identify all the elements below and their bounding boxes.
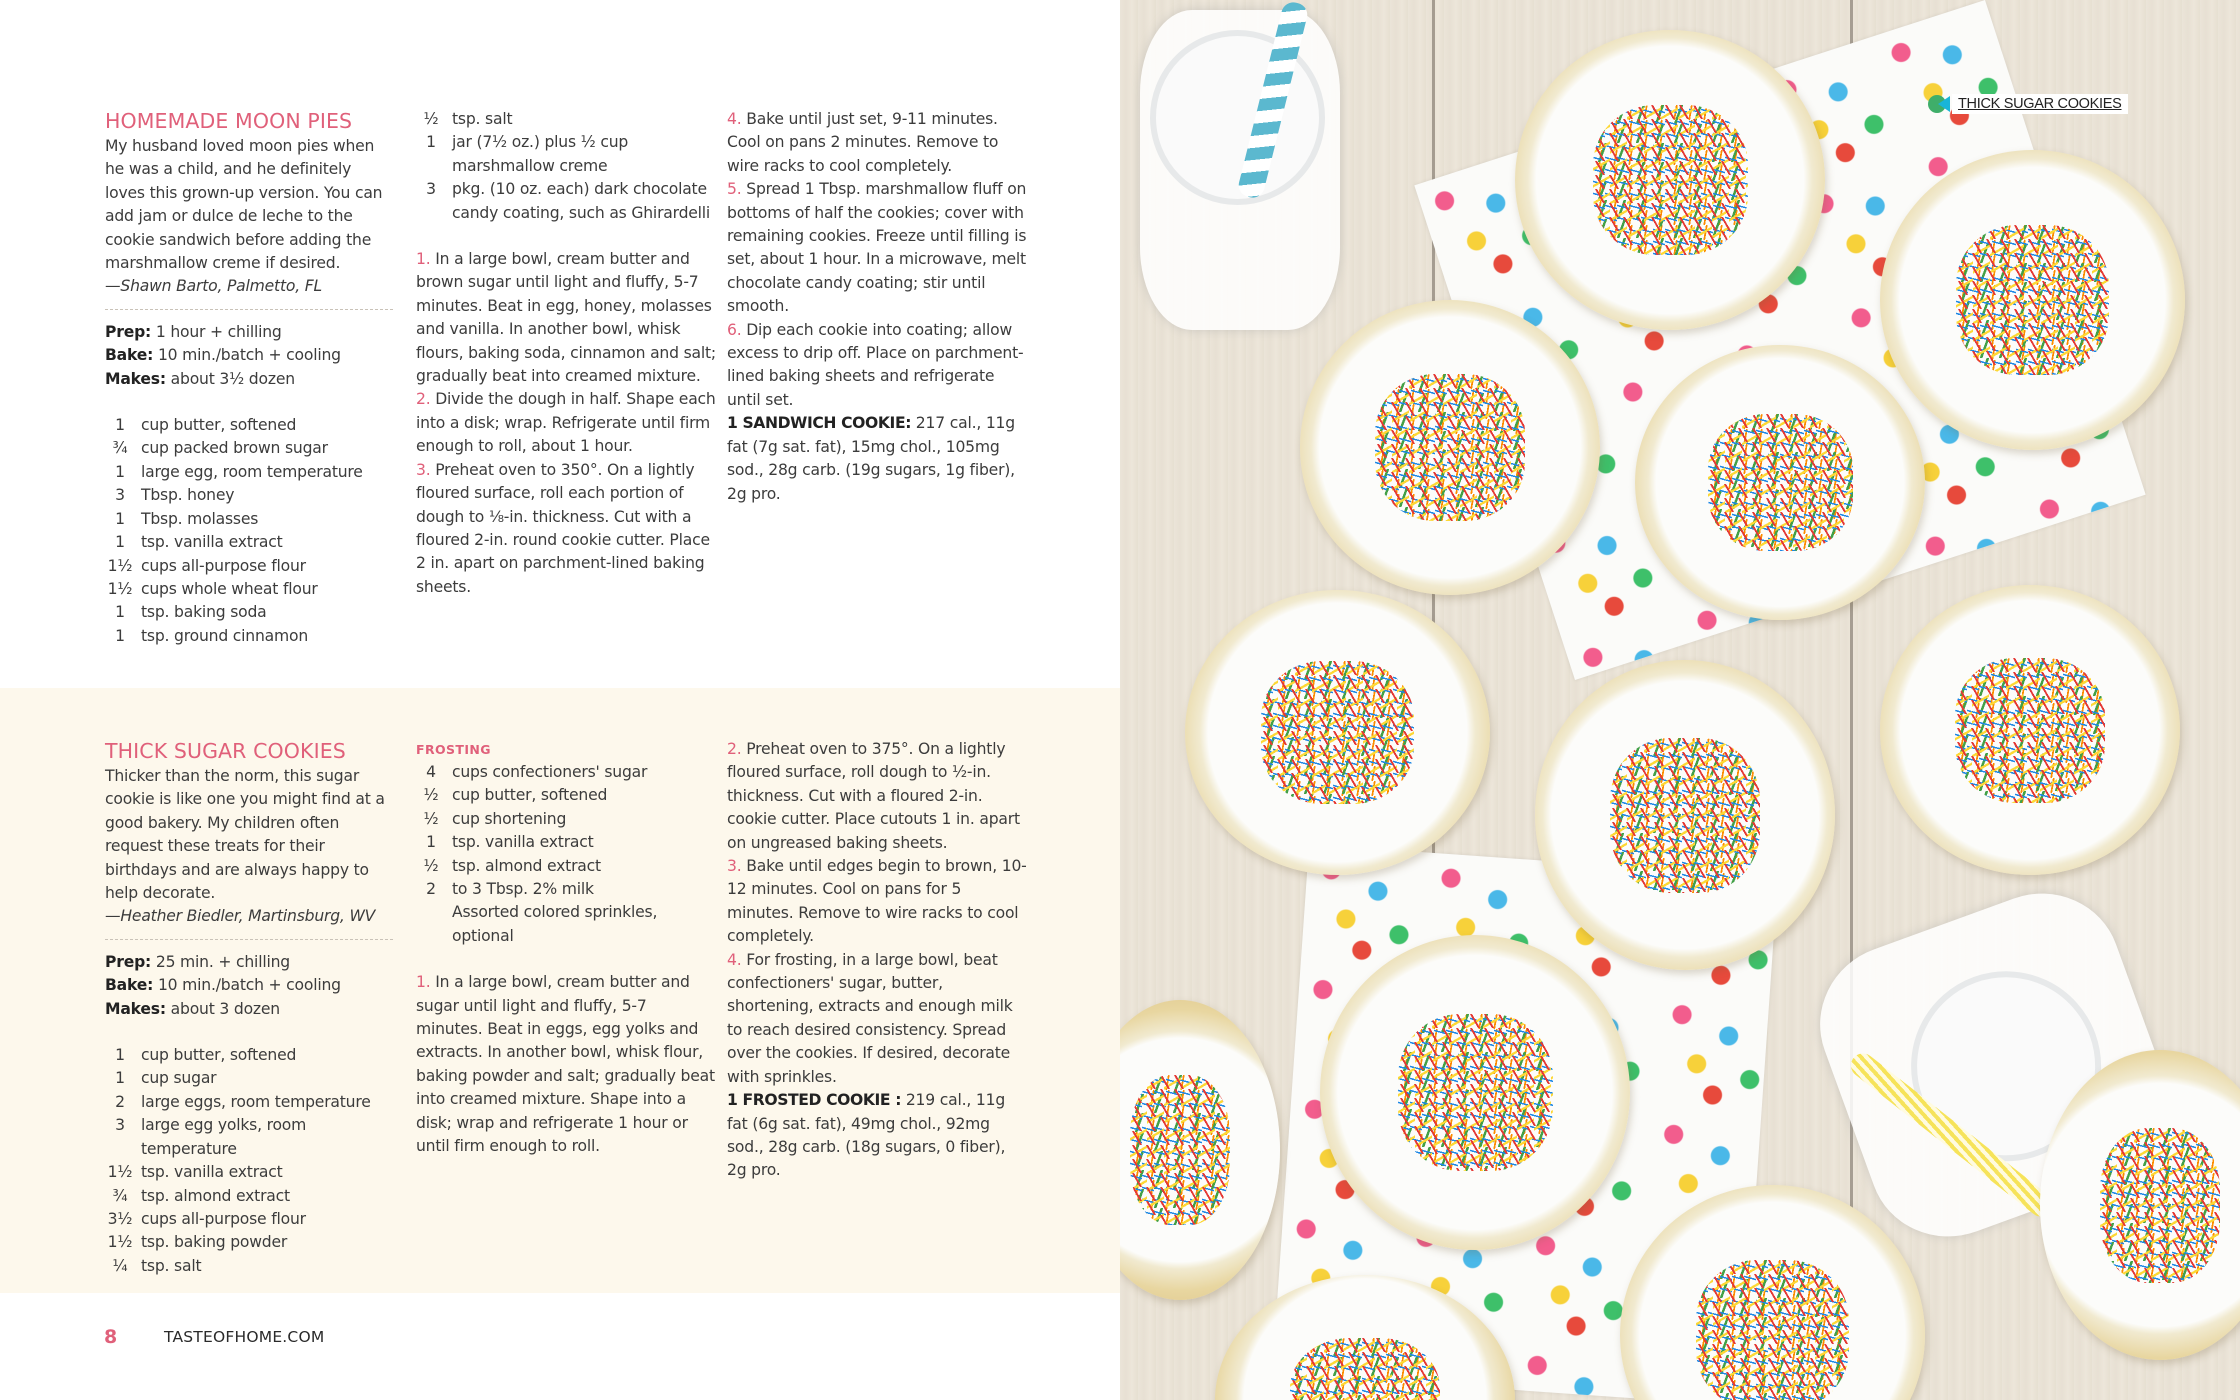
direction-step: 5. Spread 1 Tbsp. marshmallow fluff on bottoms of half the cookies; cover with remaining cookies. Freeze until filling is set, about 1 hour. In a microwave, melt chocolate candy coating; stir until smooth.: [727, 180, 1027, 316]
recipe-column-2: [416, 738, 716, 1159]
ingredient: 4 cups confectioners' sugar: [426, 763, 648, 781]
sugar-cookies-photo: [1120, 0, 2240, 1400]
ingredient-list: [105, 414, 395, 648]
photo-caption-tag: [1928, 94, 2128, 114]
frosted-cookie: [1185, 590, 1490, 875]
frosted-cookie: [1300, 300, 1600, 595]
tag-pointer-icon: [1928, 94, 1948, 114]
frosting-heading: FROSTING: [416, 742, 491, 757]
frosted-cookie: [1120, 1000, 1280, 1300]
recipe-byline: —Shawn Barto, Palmetto, FL: [105, 277, 322, 296]
ingredient: ½ tsp. salt: [423, 110, 513, 128]
ingredient: 2 to 3 Tbsp. 2% milk: [426, 880, 594, 899]
direction-step: 3. Bake until edges begin to brown, 10-12 minutes. Cool on pans for 5 minutes. Remove to wire racks to cool completely.: [727, 857, 1027, 946]
ingredient: Assorted colored sprinkles, optional: [452, 903, 658, 945]
direction-step: 4. Bake until just set, 9-11 minutes. Cool on pans 2 minutes. Remove to wire racks to cool completely.: [727, 110, 999, 175]
ingredient: 3 Tbsp. honey: [115, 486, 235, 505]
recipe-column-3: [727, 108, 1027, 506]
ingredient: 1½ tsp. baking powder: [107, 1233, 288, 1252]
ingredient: 1½ cups all-purpose flour: [107, 556, 306, 575]
ingredient: 1 tsp. ground cinnamon: [115, 626, 309, 645]
jar-rim: [1150, 30, 1325, 205]
bake-time: Bake: 10 min./batch + cooling: [105, 976, 341, 995]
dashed-divider: [105, 939, 393, 940]
ingredient: 1 tsp. vanilla extract: [115, 533, 283, 552]
ingredient: ¾ cup packed brown sugar: [112, 439, 328, 458]
recipe-intro: Thicker than the norm, this sugar cookie is like one you might find at a good bakery. My children often request these treats for their birthdays and are always happy to help decorate.: [105, 767, 385, 903]
frosted-cookie: [1880, 150, 2185, 450]
ingredient: 3 large egg yolks, room temperature: [115, 1116, 307, 1158]
yield: Makes: about 3½ dozen: [105, 369, 295, 388]
directions-continued: [727, 738, 1027, 1183]
prep-time: Prep: 1 hour + chilling: [105, 322, 282, 341]
frosting-ingredient-list: [416, 761, 716, 948]
site-url: TASTEOFHOME.COM: [164, 1328, 325, 1346]
recipe-byline: —Heather Biedler, Martinsburg, WV: [105, 907, 376, 926]
directions: [416, 971, 716, 1158]
ingredient: ½ cup butter, softened: [423, 786, 608, 805]
recipe-title: HOMEMADE MOON PIES: [105, 109, 353, 133]
direction-step: 1. In a large bowl, cream butter and brown sugar until light and fluffy, 5-7 minutes. Beat in egg, honey, molasses and vanilla. In another bowl, whisk flours, baking soda, cinnamon and salt; gradually beat into creamed mixture.: [416, 250, 716, 386]
ingredient: 1 cup butter, softened: [115, 416, 297, 435]
frosted-cookie: [1320, 935, 1630, 1250]
direction-step: 1. In a large bowl, cream butter and sugar until light and fluffy, 5-7 minutes. Beat in eggs, egg yolks and extracts. In another bowl, whisk flour, baking powder and salt; gradually beat into creamed mixture. Shape into a disk; wrap and refrigerate 1 hour or until firm enough to roll.: [416, 973, 715, 1156]
frosted-cookie: [1635, 345, 1925, 620]
recipe-column-3: [727, 738, 1027, 1183]
ingredient: ½ cup shortening: [423, 809, 567, 828]
frosted-cookie: [1515, 30, 1825, 330]
ingredient: 1 Tbsp. molasses: [115, 509, 259, 528]
ingredient: 1½ tsp. vanilla extract: [107, 1163, 283, 1182]
ingredient: 2 large eggs, room temperature: [115, 1092, 371, 1111]
prep-time: Prep: 25 min. + chilling: [105, 952, 290, 971]
recipe-column-1: [105, 108, 395, 648]
ingredient: 3½ cups all-purpose flour: [107, 1209, 306, 1228]
frosted-cookie: [1880, 585, 2180, 875]
direction-step: 2. Preheat oven to 375°. On a lightly floured surface, roll dough to ½-in. thickness. Cut with a floured 2-in. cookie cutter. Place cutouts 1 in. apart on ungreased baking sheets.: [727, 740, 1020, 852]
ingredient: 1½ cups whole wheat flour: [107, 579, 318, 598]
ingredient: 1 cup butter, softened: [115, 1046, 297, 1065]
direction-step: 2. Divide the dough in half. Shape each into a disk; wrap. Refrigerate until firm enough to roll, about 1 hour.: [416, 390, 716, 456]
page-number: 8: [104, 1326, 118, 1348]
recipe-intro: My husband loved moon pies when he was a child, and he definitely loves this grown-up version. You can add jam or dulce de leche to the cookie sandwich before adding the marshmallow creme if desired.: [105, 137, 383, 273]
recipe-title: THICK SUGAR COOKIES: [105, 739, 346, 763]
ingredient: 1 jar (7½ oz.) plus ½ cup marshmallow creme: [426, 133, 629, 175]
recipe-column-1: [105, 738, 395, 1278]
ingredient: 1 tsp. baking soda: [115, 603, 267, 622]
nutrition-facts: 1 FROSTED COOKIE : 219 cal., 11g fat (6g sat. fat), 49mg chol., 92mg sod., 28g carb. (18g sugars, 0 fiber), 2g pro.: [727, 1091, 1006, 1180]
ingredient: 1 large egg, room temperature: [115, 462, 363, 481]
dashed-divider: [105, 309, 393, 310]
page-footer: [104, 1322, 324, 1352]
ingredient: ¼ tsp. salt: [112, 1256, 202, 1275]
milk-jar: [1140, 10, 1340, 330]
bake-time: Bake: 10 min./batch + cooling: [105, 346, 341, 365]
direction-step: 4. For frosting, in a large bowl, beat confectioners' sugar, butter, shortening, extracts and enough milk to reach desired consistency. Spread over the cookies. If desired, decorate with sprinkles.: [727, 950, 1013, 1086]
direction-step: 6. Dip each cookie into coating; allow excess to drip off. Place on parchment-lined baking sheets and refrigerate until set.: [727, 320, 1024, 409]
ingredient: 3 pkg. (10 oz. each) dark chocolate candy coating, such as Ghirardelli: [426, 180, 711, 222]
ingredient: 1 cup sugar: [115, 1069, 217, 1088]
direction-step: 3. Preheat oven to 350°. On a lightly floured surface, roll each portion of dough to ⅛-in. thickness. Cut with a floured 2-in. round cookie cutter. Place 2 in. apart on parchment-lined baking sheets.: [416, 460, 710, 596]
recipe-column-2: [416, 108, 716, 599]
ingredient: ¾ tsp. almond extract: [112, 1186, 290, 1205]
photo-caption: THICK SUGAR COOKIES: [1952, 94, 2128, 114]
ingredient: 1 tsp. vanilla extract: [426, 833, 594, 852]
yield: Makes: about 3 dozen: [105, 999, 280, 1018]
directions: [416, 248, 716, 599]
directions-continued: [727, 108, 1027, 506]
ingredient: ½ tsp. almond extract: [423, 856, 601, 875]
nutrition-facts: 1 SANDWICH COOKIE: 217 cal., 11g fat (7g sat. fat), 15mg chol., 105mg sod., 28g carb. (19g sugars, 1g fiber), 2g pro.: [727, 414, 1015, 503]
ingredient-list: [105, 1044, 395, 1278]
ingredient-list-continued: [416, 108, 716, 225]
frosted-cookie: [1535, 660, 1835, 970]
